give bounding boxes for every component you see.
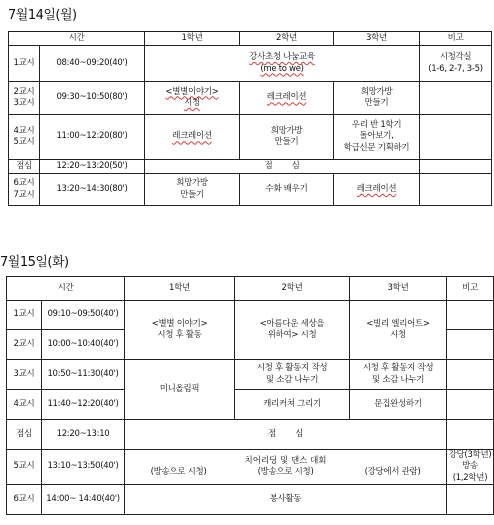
day1-period23-grade2-text: 레크레이션: [266, 92, 307, 103]
day2-p34-grade1: 미니올림픽: [125, 360, 235, 420]
day2-header-grade3: 3학년: [350, 277, 447, 301]
day1-period45-label: [9, 115, 40, 160]
day1-period3-label: 3교시: [13, 98, 35, 108]
day1-period1-label: 1교시: [9, 46, 40, 82]
day1-period67-row: [9, 174, 492, 206]
day2-period2-label: 2교시: [7, 330, 42, 360]
day1-period45-row: [9, 115, 492, 160]
day2-period4-time: 11:40~12:20(40'): [42, 390, 125, 420]
day1-lunch-time: 12:20~13:20(50'): [40, 160, 145, 174]
day2-period5-grade3-mode: (강당에서 관람): [364, 467, 421, 478]
day2-header-row: [7, 277, 494, 301]
day2-period5-event-title: 치어리딩 및 댄스 대회: [244, 455, 327, 466]
day1-period45-grade2: 희망가방 만들기: [240, 115, 334, 160]
day1-schedule-table: [8, 31, 492, 206]
day2-lunch-note: [447, 420, 494, 450]
day1-header-time: 시간: [9, 32, 145, 46]
day2-period5-viewing-modes: [125, 467, 446, 478]
day2-period5-note: 강당(3학년) 방송(1,2학년): [447, 450, 494, 485]
day1-period23-label: [9, 82, 40, 115]
day1-period1-time: 08:40~09:20(40'): [40, 46, 145, 82]
day2-date-title: 7월15일(화): [0, 255, 69, 270]
day1-period67-grade3: [334, 174, 420, 206]
day1-period67-grade3-text: 레크레이션: [356, 183, 397, 194]
day2-period5-label: 5교시: [7, 450, 42, 485]
day1-period1-activity-text: 강사초청 나눔교육 (me to we): [249, 52, 315, 74]
day2-period3-row: [7, 360, 494, 390]
day2-period1-label: 1교시: [7, 301, 42, 330]
day1-period2-label: 2교시: [13, 86, 35, 97]
day2-period5-grade1-mode: (방송으로 시청): [150, 467, 207, 478]
day1-period23-grade2: [240, 82, 334, 115]
day2-lunch-label: 점심: [7, 420, 42, 450]
day2-period3-label: 3교시: [7, 360, 42, 390]
day1-period1-activity: [145, 46, 420, 82]
day2-period3-grade2: 시청 후 활동지 작성 및 소감 나누기: [235, 360, 350, 390]
day2-period3-grade3: 시청 후 활동지 작성 및 소감 나누기: [350, 360, 447, 390]
day2-period6-row: [7, 485, 494, 515]
day1-period45-note: [420, 115, 492, 160]
day2-lunch-time: 12:20~13:10: [42, 420, 125, 450]
day1-period23-row: [9, 82, 492, 115]
day1-lunch-text: 점 심: [145, 160, 420, 174]
day2-period3-time: 10:50~11:30(40'): [42, 360, 125, 390]
day1-period7-label: 7교시: [13, 189, 35, 200]
day1-lunch-label: 점심: [9, 160, 40, 174]
day1-header-grade3: 3학년: [334, 32, 420, 46]
day1-period67-note: [420, 174, 492, 206]
day1-lunch-note: [420, 160, 492, 174]
day2-header-grade1: 1학년: [125, 277, 235, 301]
day2-p12-grade3: <빌리 엘리어트> 시청: [350, 301, 447, 360]
day2-period2-time: 10:00~10:40(40'): [42, 330, 125, 360]
day2-period5-grade2-mode: (방송으로 시청): [257, 467, 314, 478]
day1-period67-grade1: 희망가방 만들기: [145, 174, 240, 206]
day1-period23-time: 09:30~10:50(80'): [40, 82, 145, 115]
day1-period45-grade1-text: 레크레이션: [172, 131, 212, 142]
day1-period5-label: 5교시: [13, 137, 35, 147]
day1-period1-row: [9, 46, 492, 82]
day1-period6-label: 6교시: [13, 178, 35, 189]
day2-period3-note: [447, 360, 494, 390]
day1-period45-time: 11:00~12:20(80'): [40, 115, 145, 160]
day2-lunch-text: 점 심: [125, 420, 447, 450]
day1-period23-grade1-text: <별별이야기> 시청: [165, 86, 219, 108]
day1-period1-note: 시청각실 (1-6, 2-7, 3-5): [420, 46, 492, 82]
day2-period4-label: 4교시: [7, 390, 42, 420]
day2-p12-grade2: <아름다운 세상을 위하여> 시청: [235, 301, 350, 360]
day2-period4-grade3: 문집완성하기: [350, 390, 447, 420]
day1-header-row: [9, 32, 492, 46]
day2-header-time: 시간: [7, 277, 125, 301]
day1-header-note: 비고: [420, 32, 492, 46]
day2-period4-grade2: 캐리커쳐 그리기: [235, 390, 350, 420]
day1-date-title: 7월14일(월): [8, 8, 77, 23]
day2-period1-row: [7, 301, 494, 330]
day2-period6-note: [447, 485, 494, 515]
day2-schedule-table: [6, 276, 494, 515]
day2-period6-time: 14:00~ 14:40(40'): [42, 485, 125, 515]
day1-period23-grade1: [145, 82, 240, 115]
day1-period45-grade1: [145, 115, 240, 160]
day1-lunch-row: [9, 160, 492, 174]
day1-header-grade2: 2학년: [240, 32, 334, 46]
day2-period5-time: 13:10~13:50(40'): [42, 450, 125, 485]
day1-period4-label: 4교시: [13, 125, 35, 136]
day2-period1-time: 09:10~09:50(40'): [42, 301, 125, 330]
day2-period4-note: [447, 390, 494, 420]
day1-period67-grade2: 수화 배우기: [240, 174, 334, 206]
day1-period67-label: [9, 174, 40, 206]
day1-period45-grade3: 우리 반 1학기 돌아보기, 학급신문 기획하기: [334, 115, 420, 160]
day2-lunch-row: [7, 420, 494, 450]
day2-header-note: 비고: [447, 277, 494, 301]
day2-period6-activity: 봉사활동: [125, 485, 447, 515]
day2-period6-label: 6교시: [7, 485, 42, 515]
day1-period23-note: [420, 82, 492, 115]
day2-period2-note: [447, 330, 494, 360]
day2-header-grade2: 2학년: [235, 277, 350, 301]
day2-period4-row: [7, 390, 494, 420]
day1-period23-grade3: 희망가방 만들기: [334, 82, 420, 115]
day2-period5-row: [7, 450, 494, 485]
day2-p12-grade1: <별별 이야기> 시청 후 활동: [125, 301, 235, 360]
day1-header-grade1: 1학년: [145, 32, 240, 46]
day2-period5-event: [125, 450, 447, 485]
day1-period67-time: 13:20~14:30(80'): [40, 174, 145, 206]
day2-period1-note: [447, 301, 494, 330]
